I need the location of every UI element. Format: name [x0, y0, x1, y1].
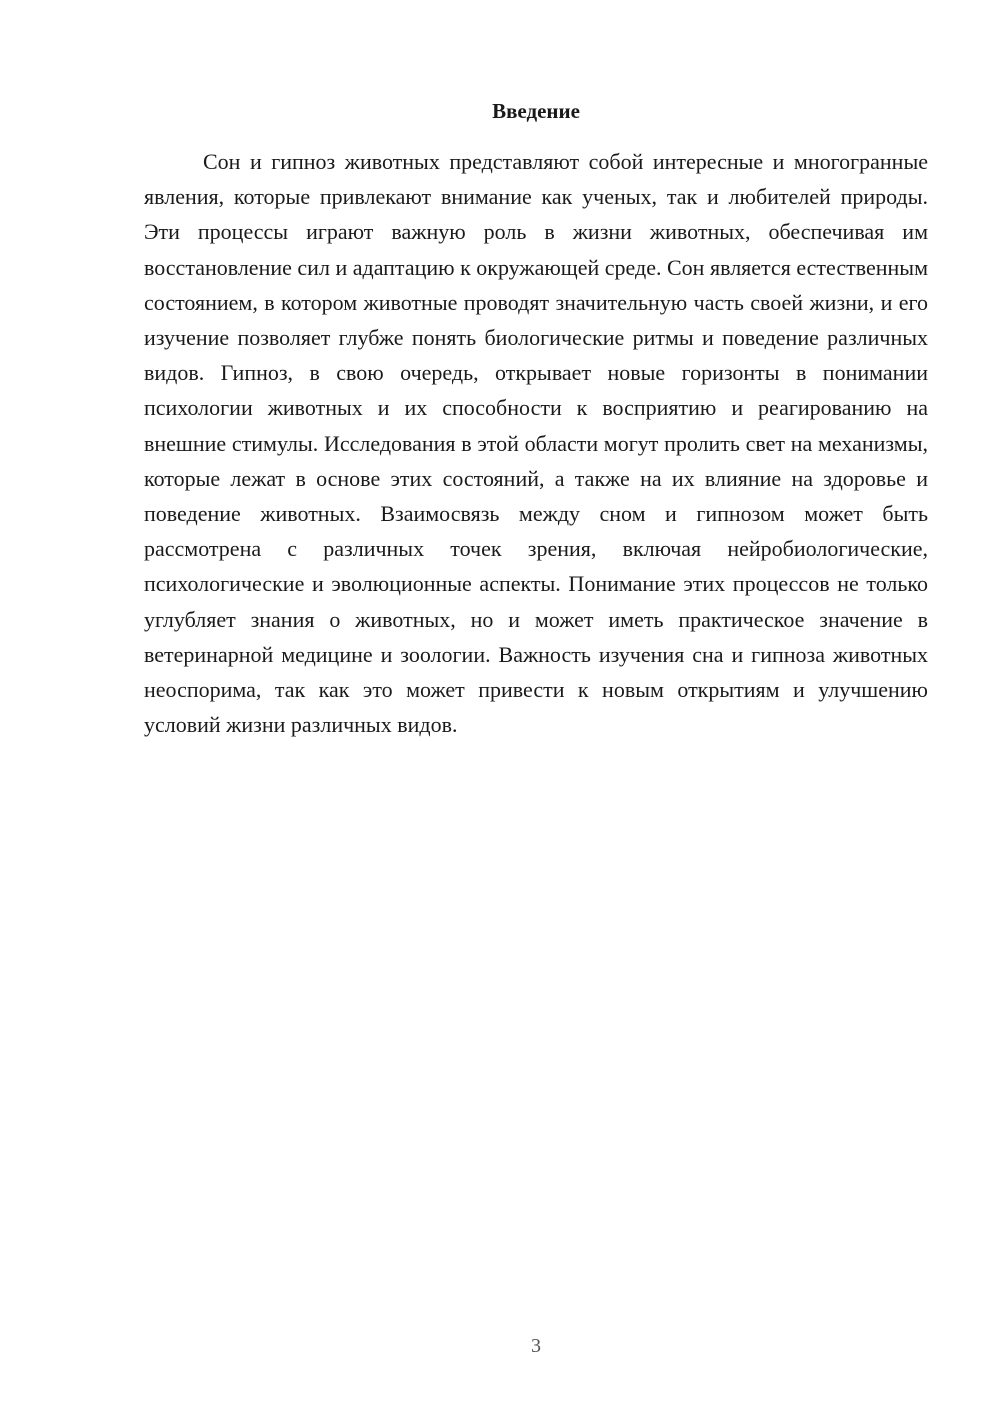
introduction-paragraph: Сон и гипноз животных представляют собой интересные и многогранные явления, которые привлекают внимание как ученых, так и любителей природы. Эти процессы играют важную роль в жизни животных, обеспечивая им восстановление сил и адаптацию к окружающей среде. Сон является естественным состоянием, в котором животные проводят значительную часть своей жизни, и его изучение позволяет глубже понять биологические ритмы и поведение различных видов. Гипноз, в свою очередь, открывает новые горизонты в понимании психологии животных и их способности к восприятию и реагированию на внешние стимулы. Исследования в этой области могут пролить свет на механизмы, которые лежат в основе этих состояний, а также на их влияние на здоровье и поведение животных. Взаимосвязь между сном и гипнозом может быть рассмотрена с различных точек зрения, включая нейробиологические, психологические и эволюционные аспекты. Понимание этих процессов не только углубляет знания о животных, но и может иметь практическое значение в ветеринарной медицине и зоологии. Важность изучения сна и гипноза животных неоспорима, так как это может привести к новым открытиям и улучшению условий жизни различных видов. — [144, 149, 928, 738]
page-number: 3 — [531, 1335, 541, 1357]
section-heading: Введение — [492, 99, 580, 123]
